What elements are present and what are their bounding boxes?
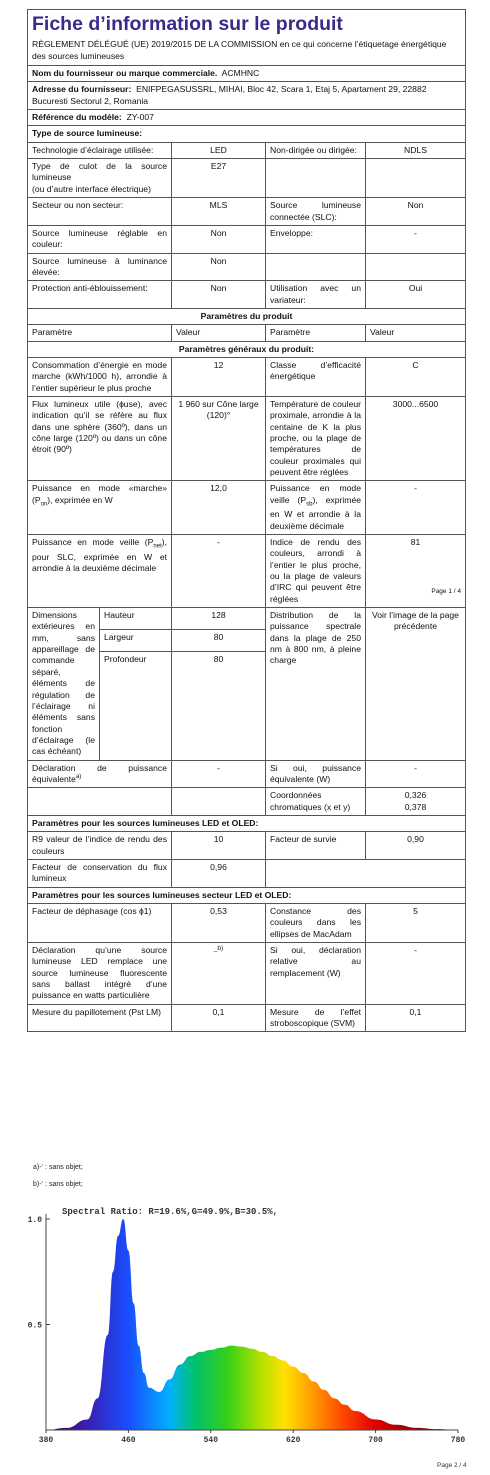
replacement-yes-value: - — [366, 943, 466, 1005]
x-tick-label: 700 — [368, 1436, 383, 1445]
equivalent-sup: a) — [75, 774, 82, 781]
dims-row-height — [28, 608, 466, 630]
spd-label: Distribution de la puissance spectrale dans la plage de 250 nm à 800 nm, à pleine charge — [266, 608, 366, 760]
high-luminance-label: Source lumineuse à luminance élevée: — [28, 253, 172, 281]
source-row-cap — [28, 159, 466, 198]
model-row — [28, 110, 466, 126]
chromaticity-row — [28, 788, 466, 816]
column-header-value: Valeur — [366, 325, 466, 341]
mains-label: Secteur ou non secteur: — [28, 198, 172, 226]
cct-value: 3000...6500 — [366, 396, 466, 480]
spectral-chart-svg — [0, 1200, 490, 1460]
net-power-row — [28, 535, 466, 608]
empty-cell — [266, 159, 366, 198]
empty-cell — [28, 788, 172, 816]
high-luminance-value: Non — [172, 253, 266, 281]
empty-cell — [366, 253, 466, 281]
on-power-value: 12,0 — [172, 481, 266, 535]
supplier-address-row — [28, 82, 466, 110]
connected-value: Non — [366, 198, 466, 226]
empty-cell — [266, 859, 466, 887]
standby-power-label-text: Puissance en mode veille (P — [270, 483, 361, 505]
net-power-label — [28, 535, 172, 608]
replacement-yes-label: Si oui, déclaration relative au remplacement (W) — [266, 943, 366, 1005]
technology-label: Technologie d’éclairage utilisée: — [28, 142, 172, 158]
flux-row — [28, 396, 466, 480]
x-tick-label: 780 — [450, 1436, 466, 1445]
net-power-label-text: ), pour SLC, exprimée en W et arrondie à la deuxième décimale — [32, 537, 167, 573]
dimensions-label: Dimensions extérieures en mm, sans appareillage de commande séparé, éléments de régulation de l’éclairage ni éléments sans fonction d’éclairage (le cas échéant) — [28, 608, 100, 760]
empty-cell — [172, 788, 266, 816]
mains-value: MLS — [172, 198, 266, 226]
envelope-value: - — [366, 225, 466, 253]
flux-value: 1 960 sur Cône large (120)° — [172, 396, 266, 480]
column-header-param: Paramètre — [28, 325, 172, 341]
r9-label: R9 valeur de l’indice de rendu des couleurs — [28, 832, 172, 860]
spd-value: Voir l’image de la page précédente — [366, 608, 466, 760]
lumen-maintenance-value: 0,96 — [172, 859, 266, 887]
footnote-b: b)-‘ : sans objet; — [33, 1181, 83, 1188]
on-power-label-text: ), exprimée en W — [47, 494, 113, 505]
model-value: ZY-007 — [126, 112, 154, 123]
envelope-label: Enveloppe: — [266, 225, 366, 253]
flicker-label: Mesure du papillotement (Pst LM) — [28, 1004, 172, 1032]
source-type-heading-row — [28, 126, 466, 142]
power-factor-value: 0,53 — [172, 904, 266, 943]
column-header-row — [28, 325, 466, 341]
power-row — [28, 481, 466, 535]
empty-cell — [366, 159, 466, 198]
directional-value: NDLS — [366, 142, 466, 158]
regulation-text: RÈGLEMENT DÉLÉGUÉ (UE) 2019/2015 DE LA COMMISSION en ce qui concerne l’étiquetage énergétique des sources lumineuses — [32, 39, 447, 61]
led-oled-heading: Paramètres pour les sources lumineuses LED et OLED: — [28, 815, 466, 831]
y-tick-label: 1.0 — [27, 1216, 42, 1225]
product-params-heading: Paramètres du produit — [28, 308, 466, 324]
width-value: 80 — [172, 629, 266, 651]
chromaticity-label: Coordonnées chromatiques (x et y) — [266, 788, 366, 816]
macadam-value: 5 — [366, 904, 466, 943]
mains-led-heading: Paramètres pour les sources lumineuses secteur LED et OLED: — [28, 887, 466, 903]
flicker-value: 0,1 — [172, 1004, 266, 1032]
column-header-param: Paramètre — [266, 325, 366, 341]
height-label: Hauteur — [100, 608, 172, 630]
model-label: Référence du modèle: — [32, 112, 122, 123]
chart-title: Spectral Ratio: R=19.6%,G=49.9%,B=30.5%, — [62, 1207, 279, 1217]
flicker-row — [28, 1004, 466, 1032]
footnote-a: a)-‘ : sans objet; — [33, 1164, 83, 1171]
flux-label: Flux lumineux utile (ɸuse), avec indication qu’il se réfère au flux dans une sphère (360º), dans un cône large (120º) ou dans un cône étroit (90º) — [28, 396, 172, 480]
product-information-sheet — [27, 9, 465, 1032]
chromaticity-y: 0,378 — [404, 801, 427, 812]
consumption-row — [28, 357, 466, 396]
title-row — [28, 10, 466, 66]
supplier-name-value: ACMHNC — [221, 68, 260, 79]
general-params-heading-row — [28, 341, 466, 357]
height-value: 128 — [172, 608, 266, 630]
source-row-technology — [28, 142, 466, 158]
width-label: Largeur — [100, 629, 172, 651]
equivalent-yes-value: - — [366, 760, 466, 788]
mains-led-heading-row — [28, 887, 466, 903]
supplier-name-label: Nom du fournisseur ou marque commerciale. — [32, 68, 218, 79]
source-row-colour-tunable — [28, 225, 466, 253]
standby-power-label — [266, 481, 366, 535]
general-params-heading: Paramètres généraux du produit: — [28, 341, 466, 357]
connected-label: Source lumineuse connectée (SLC): — [266, 198, 366, 226]
svm-label: Mesure de l’effet stroboscopique (SVM) — [266, 1004, 366, 1032]
spectral-chart — [0, 1200, 490, 1460]
supplier-name-row — [28, 66, 466, 82]
net-power-value: - — [172, 535, 266, 608]
on-power-label — [28, 481, 172, 535]
depth-value: 80 — [172, 651, 266, 760]
led-oled-heading-row — [28, 815, 466, 831]
page-title: Fiche d’information sur le produit — [32, 13, 343, 35]
spectral-distribution-area — [46, 1219, 458, 1430]
equivalent-label — [28, 760, 172, 788]
supplier-address-value: ENIFPEGASUSSRL, MIHAI, Bloc 42, Scara 1, Etaj 5, Apartament 29, 22882 Bucuresti Sectorul 2, Romania — [32, 84, 427, 106]
product-info-table — [27, 9, 466, 1032]
anti-glare-label: Protection anti-éblouissement: — [28, 281, 172, 309]
lumen-maintenance-label: Facteur de conservation du flux lumineux — [28, 859, 172, 887]
x-tick-label: 540 — [203, 1436, 219, 1445]
page-number-1: Page 1 / 4 — [431, 588, 461, 596]
page-number-2: Page 2 / 4 — [437, 1462, 467, 1469]
depth-label: Profondeur — [100, 651, 172, 760]
cri-label: Indice de rendu des couleurs, arrondi à l’entier le plus proche, ou la plage de valeurs d’IRC qui peuvent être réglées — [266, 535, 366, 608]
svm-value: 0,1 — [366, 1004, 466, 1032]
power-factor-label: Facteur de déphasage (cos ɸ1) — [28, 904, 172, 943]
replacement-value: _b) — [172, 943, 266, 1005]
standby-power-value: - — [366, 481, 466, 535]
cap-type-value: E27 — [172, 159, 266, 198]
efficiency-class-value: C — [366, 357, 466, 396]
source-row-mains — [28, 198, 466, 226]
source-type-heading: Type de source lumineuse: — [28, 126, 466, 142]
chart-grid — [46, 1219, 50, 1325]
x-tick-label: 620 — [285, 1436, 301, 1445]
standby-power-label-text: ), exprimée en W et arrondie à la deuxième décimale — [270, 494, 361, 531]
technology-value: LED — [172, 142, 266, 158]
net-power-sub: net — [153, 543, 162, 550]
standby-power-sub: sb — [306, 501, 313, 508]
efficiency-class-label: Classe d’efficacité énergétique — [266, 357, 366, 396]
source-row-glare — [28, 281, 466, 309]
consumption-label: Consommation d’énergie en mode marche (kWh/1000 h), arrondie à l’entier supérieur le plus proche — [28, 357, 172, 396]
replacement-row — [28, 943, 466, 1005]
equivalent-label-text: Déclaration de puissance équivalente — [32, 762, 167, 784]
cap-type-label: Type de culot de la source lumineuse — [32, 161, 167, 183]
consumption-value: 12 — [172, 357, 266, 396]
colour-tunable-value: Non — [172, 225, 266, 253]
power-factor-row — [28, 904, 466, 943]
anti-glare-value: Non — [172, 281, 266, 309]
empty-cell — [266, 253, 366, 281]
cri-value-text: 81 — [410, 537, 421, 548]
product-params-heading-row — [28, 308, 466, 324]
colour-tunable-label: Source lumineuse réglable en couleur: — [28, 225, 172, 253]
equivalent-yes-label: Si oui, puissance équivalente (W) — [266, 760, 366, 788]
dimmable-value: Oui — [366, 281, 466, 309]
x-tick-label: 460 — [121, 1436, 136, 1445]
column-header-value: Valeur — [172, 325, 266, 341]
r9-value: 10 — [172, 832, 266, 860]
r9-row — [28, 832, 466, 860]
on-power-label-text: Puissance en mode «marche» (P — [32, 483, 167, 505]
x-tick-label: 380 — [38, 1436, 54, 1445]
on-power-sub: on — [40, 501, 48, 508]
supplier-address-label: Adresse du fournisseur: — [32, 84, 132, 95]
equivalent-value: - — [172, 760, 266, 788]
macadam-label: Constance des couleurs dans les ellipses de MacAdam — [266, 904, 366, 943]
cct-label: Température de couleur proximale, arrondie à la centaine de K la plus proche, ou la plage de températures de couleur proximales qui peuvent être réglées — [266, 396, 366, 480]
cri-value — [366, 535, 466, 608]
dimmable-label: Utilisation avec un variateur: — [266, 281, 366, 309]
survival-label: Facteur de survie — [266, 832, 366, 860]
chromaticity-value — [366, 788, 466, 816]
replacement-label: Déclaration qu’une source lumineuse LED remplace une source lumineuse fluorescente sans ballast intégré d’une puissance en watts particulière — [28, 943, 172, 1005]
net-power-label-text: Puissance en mode veille (P — [32, 537, 154, 548]
lumen-maintenance-row — [28, 859, 466, 887]
equivalent-power-row — [28, 760, 466, 788]
source-row-high-luminance — [28, 253, 466, 281]
survival-value: 0,90 — [366, 832, 466, 860]
chromaticity-x: 0,326 — [404, 790, 427, 801]
cap-type-note: (ou d’autre interface électrique) — [32, 183, 151, 194]
y-tick-label: 0.5 — [27, 1321, 42, 1331]
directional-label: Non-dirigée ou dirigée: — [266, 142, 366, 158]
